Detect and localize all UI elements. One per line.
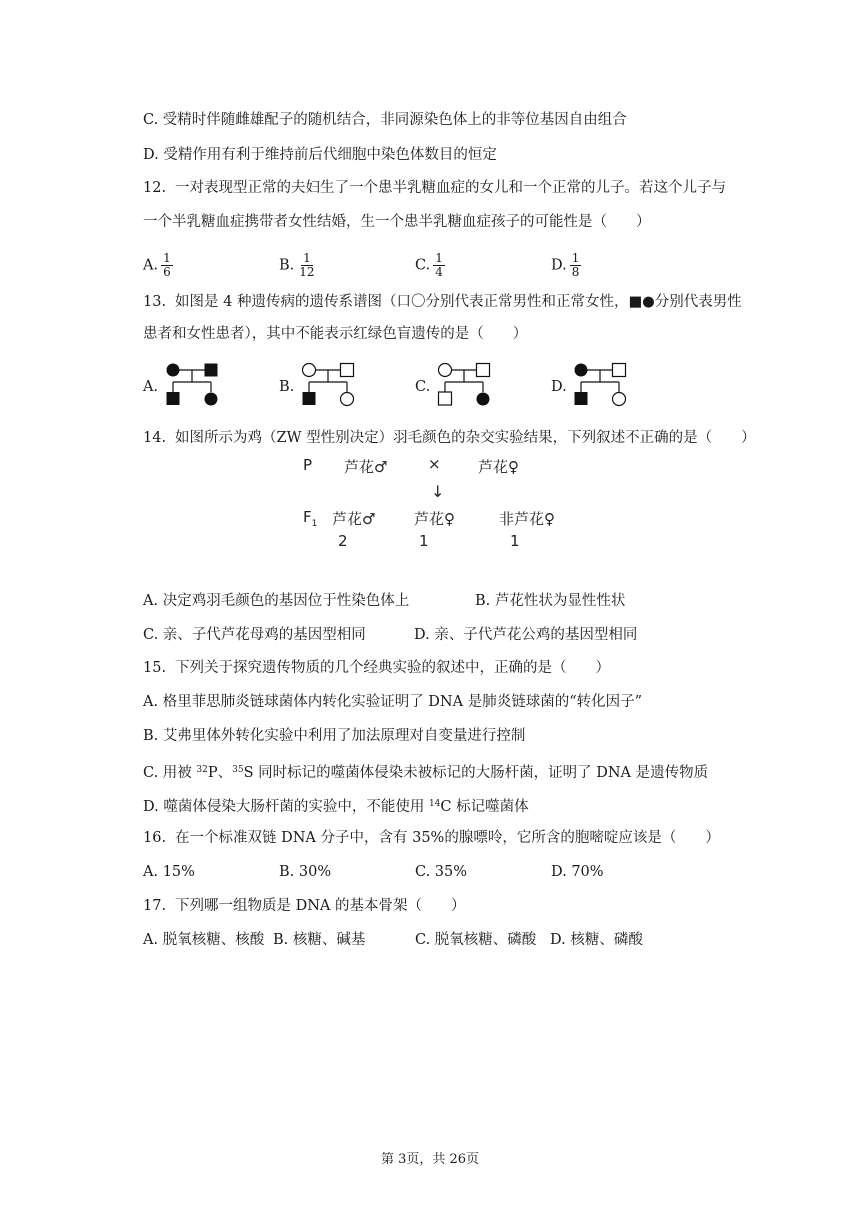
q17-option-c: C. 脱氧核糖、磷酸 [415,932,537,948]
numerator: 1 [435,251,443,265]
f1-item-3-name: 非芦花♀ [499,510,555,528]
q14-option-d: D. 亲、子代芦花公鸡的基因型相同 [414,627,638,643]
f1-item-2-count: 1 [419,532,429,550]
q14-stem [143,428,756,448]
q17-option-b: B. 核糖、碱基 [273,932,366,948]
q17-option-a: A. 脱氧核糖、核酸 [143,932,265,948]
q13-option-b-label: B. [279,379,295,395]
f1-letter: F [303,508,312,526]
q15-option-c [143,760,708,783]
q12-stem-line1 [143,178,726,198]
q12-option-a [143,252,173,279]
option-label: D. [551,257,567,274]
q12-text1: 一对表现型正常的夫妇生了一个患半乳糖血症的女儿和一个正常的儿子。若这个儿子与 [175,180,726,196]
pedigree-a [162,360,224,410]
cross-symbol: × [428,455,441,473]
fraction [570,252,582,279]
text-segment: C. 用被 [143,765,197,781]
option-label: B. [279,257,295,274]
q15-option-b: B. 艾弗里体外转化实验中利用了加法原理对自变量进行控制 [143,728,526,744]
q14-text: 如图所示为鸡（ZW 型性别决定）羽毛颜色的杂交实验结果，下列叙述不正确的是（ ） [175,430,756,446]
option-label: C. [415,257,431,274]
f1-item-2-name: 芦花♀ [414,510,455,528]
text-segment: D. 噬菌体侵染大肠杆菌的实验中，不能使用 [143,799,429,815]
q11-option-c: C. 受精时伴随雌雄配子的随机结合，非同源染色体上的非等位基因自由组合 [143,112,627,128]
p-male: 芦花♂ [344,458,388,476]
q13-stem-line1 [143,292,742,312]
down-arrow-icon: ↓ [431,482,445,501]
p-label: P [303,456,313,474]
q15-option-d [143,794,529,817]
q15-text: 下列关于探究遗传物质的几个经典实验的叙述中，正确的是（ ） [175,660,610,676]
fraction [297,252,316,279]
numerator: 1 [571,251,580,265]
q13-stem-line2: 患者和女性患者），其中不能表示红绿色盲遗传的是（ ） [143,326,528,342]
f1-item-3-count: 1 [510,532,520,550]
q17-stem [143,896,466,916]
page-footer: 第 3页，共 26页 [380,1152,480,1167]
q16-stem [143,828,720,848]
q14-number: 14. [143,430,167,446]
q15-number: 15. [143,660,167,676]
q16-option-b: B. 30% [279,864,332,880]
denominator: 8 [571,265,580,279]
numerator: 1 [163,251,171,265]
q14-option-c: C. 亲、子代芦花母鸡的基因型相同 [143,627,366,643]
q13-option-d-label: D. [551,379,567,395]
text-segment: C 标记噬菌体 [440,799,529,815]
fraction [433,252,445,279]
denominator: 12 [299,265,315,279]
q13-option-c-label: C. [415,379,431,395]
q12-number: 12. [143,180,167,196]
pedigree-d [570,360,632,410]
q17-option-d: D. 核糖、磷酸 [550,932,643,948]
f1-subscript: 1 [311,519,318,529]
q16-option-d: D. 70% [551,864,604,880]
q17-number: 17. [143,898,167,914]
p-female: 芦花♀ [478,458,519,476]
superscript: 14 [428,799,441,809]
q12-option-c [415,252,445,279]
superscript: 32 [196,765,208,775]
q14-option-a: A. 决定鸡羽毛颜色的基因位于性染色体上 [143,593,410,609]
q12-option-d [551,252,581,279]
q14-option-b: B. 芦花性状为显性性状 [475,593,626,609]
q12-stem-line2: 一个半乳糖血症携带者女性结婚，生一个患半乳糖血症孩子的可能性是（ ） [143,214,651,230]
q12-option-b [279,252,317,279]
text-segment: S 同时标记的噬菌体侵染未被标记的大肠杆菌，证明了 DNA 是遗传物质 [243,765,709,781]
pedigree-b [298,360,360,410]
q11-option-d: D. 受精作用有利于维持前后代细胞中染色体数目的恒定 [143,147,497,163]
q15-option-a: A. 格里菲思肺炎链球菌体内转化实验证明了 DNA 是肺炎链球菌的“转化因子” [143,694,643,710]
q15-stem [143,658,610,678]
q13-option-a-label: A. [143,379,159,395]
q16-text: 在一个标准双链 DNA 分子中，含有 35%的腺嘌呤，它所含的胞嘧啶应该是（ ） [175,830,720,846]
f1-item-1-name: 芦花♂ [332,510,376,528]
denominator: 4 [435,265,443,279]
f1-label [303,508,317,529]
q17-text: 下列哪一组物质是 DNA 的基本骨架（ ） [175,898,466,914]
text-segment: P、 [207,765,233,781]
option-label: A. [143,257,159,274]
numerator: 1 [303,251,311,265]
f1-item-1-count: 2 [338,532,348,550]
q13-text1: 如图是 4 种遗传病的遗传系谱图（口〇分别代表正常男性和正常女性，■●分别代表男性 [175,294,742,310]
pedigree-c [434,360,496,410]
q13-number: 13. [143,294,167,310]
fraction [161,252,173,279]
q16-option-c: C. 35% [415,864,468,880]
q16-option-a: A. 15% [143,864,195,880]
superscript: 35 [232,765,244,775]
denominator: 6 [163,265,171,279]
q16-number: 16. [143,830,167,846]
